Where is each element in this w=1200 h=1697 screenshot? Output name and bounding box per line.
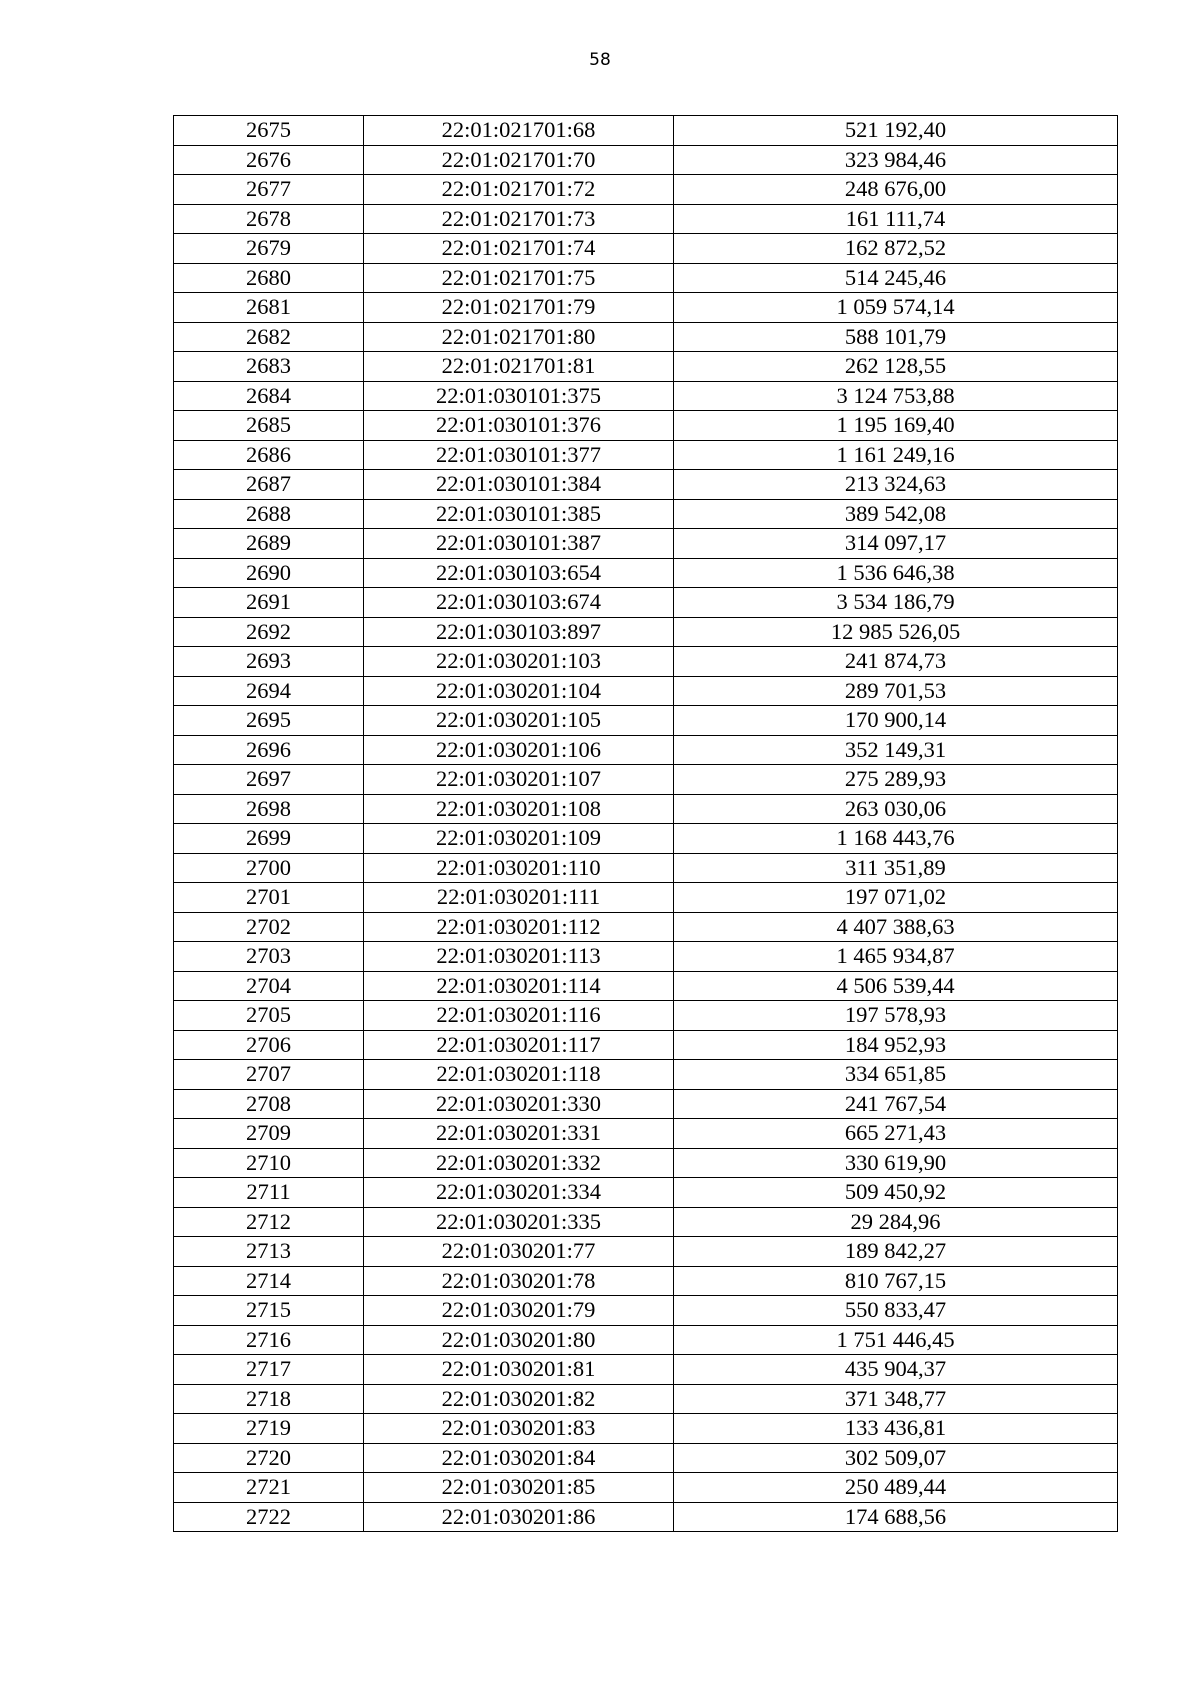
row-number-cell: 2722	[174, 1502, 364, 1532]
table-row	[174, 853, 1118, 883]
value-cell: 521 192,40	[674, 116, 1118, 146]
cadastral-number-cell: 22:01:021701:68	[364, 116, 674, 146]
value-cell: 289 701,53	[674, 676, 1118, 706]
table-row	[174, 1296, 1118, 1326]
value-cell: 189 842,27	[674, 1237, 1118, 1267]
cadastral-number-cell: 22:01:030201:107	[364, 765, 674, 795]
row-number-cell: 2690	[174, 558, 364, 588]
value-cell: 213 324,63	[674, 470, 1118, 500]
cadastral-number-cell: 22:01:030101:376	[364, 411, 674, 441]
value-cell: 810 767,15	[674, 1266, 1118, 1296]
table-row	[174, 588, 1118, 618]
value-cell: 174 688,56	[674, 1502, 1118, 1532]
row-number-cell: 2687	[174, 470, 364, 500]
row-number-cell: 2714	[174, 1266, 364, 1296]
row-number-cell: 2682	[174, 322, 364, 352]
cadastral-number-cell: 22:01:030201:118	[364, 1060, 674, 1090]
value-cell: 262 128,55	[674, 352, 1118, 382]
row-number-cell: 2676	[174, 145, 364, 175]
row-number-cell: 2709	[174, 1119, 364, 1149]
table-row	[174, 1355, 1118, 1385]
cadastral-number-cell: 22:01:030201:103	[364, 647, 674, 677]
table-row	[174, 1414, 1118, 1444]
table-row	[174, 293, 1118, 323]
table-row	[174, 676, 1118, 706]
table-row	[174, 529, 1118, 559]
cadastral-number-cell: 22:01:021701:70	[364, 145, 674, 175]
row-number-cell: 2693	[174, 647, 364, 677]
table-row	[174, 352, 1118, 382]
table-body	[174, 116, 1118, 1532]
value-cell: 314 097,17	[674, 529, 1118, 559]
row-number-cell: 2681	[174, 293, 364, 323]
value-cell: 1 536 646,38	[674, 558, 1118, 588]
cadastral-number-cell: 22:01:030101:377	[364, 440, 674, 470]
value-cell: 3 124 753,88	[674, 381, 1118, 411]
table-row	[174, 1443, 1118, 1473]
value-cell: 1 168 443,76	[674, 824, 1118, 854]
value-cell: 323 984,46	[674, 145, 1118, 175]
row-number-cell: 2689	[174, 529, 364, 559]
cadastral-number-cell: 22:01:030201:106	[364, 735, 674, 765]
value-cell: 161 111,74	[674, 204, 1118, 234]
cadastral-number-cell: 22:01:030201:110	[364, 853, 674, 883]
cadastral-number-cell: 22:01:030201:335	[364, 1207, 674, 1237]
cadastral-number-cell: 22:01:030201:117	[364, 1030, 674, 1060]
row-number-cell: 2707	[174, 1060, 364, 1090]
row-number-cell: 2705	[174, 1001, 364, 1031]
row-number-cell: 2679	[174, 234, 364, 264]
value-cell: 371 348,77	[674, 1384, 1118, 1414]
table-row	[174, 175, 1118, 205]
table-row	[174, 1473, 1118, 1503]
cadastral-number-cell: 22:01:030201:77	[364, 1237, 674, 1267]
value-cell: 509 450,92	[674, 1178, 1118, 1208]
row-number-cell: 2715	[174, 1296, 364, 1326]
table-row	[174, 204, 1118, 234]
cadastral-number-cell: 22:01:030201:78	[364, 1266, 674, 1296]
cadastral-number-cell: 22:01:021701:79	[364, 293, 674, 323]
table-row	[174, 322, 1118, 352]
table-row	[174, 735, 1118, 765]
row-number-cell: 2677	[174, 175, 364, 205]
cadastral-number-cell: 22:01:030201:334	[364, 1178, 674, 1208]
table-row	[174, 912, 1118, 942]
cadastral-number-cell: 22:01:030201:83	[364, 1414, 674, 1444]
table-row	[174, 1148, 1118, 1178]
row-number-cell: 2720	[174, 1443, 364, 1473]
row-number-cell: 2695	[174, 706, 364, 736]
cadastral-number-cell: 22:01:030101:375	[364, 381, 674, 411]
cadastral-number-cell: 22:01:030201:80	[364, 1325, 674, 1355]
value-cell: 197 071,02	[674, 883, 1118, 913]
table-row	[174, 1060, 1118, 1090]
value-cell: 4 506 539,44	[674, 971, 1118, 1001]
row-number-cell: 2688	[174, 499, 364, 529]
cadastral-number-cell: 22:01:030201:109	[364, 824, 674, 854]
cadastral-number-cell: 22:01:030201:112	[364, 912, 674, 942]
value-cell: 389 542,08	[674, 499, 1118, 529]
row-number-cell: 2721	[174, 1473, 364, 1503]
value-cell: 514 245,46	[674, 263, 1118, 293]
value-cell: 263 030,06	[674, 794, 1118, 824]
cadastral-number-cell: 22:01:021701:81	[364, 352, 674, 382]
table-row	[174, 1237, 1118, 1267]
cadastral-number-cell: 22:01:030201:332	[364, 1148, 674, 1178]
table-row	[174, 942, 1118, 972]
row-number-cell: 2696	[174, 735, 364, 765]
row-number-cell: 2684	[174, 381, 364, 411]
value-cell: 12 985 526,05	[674, 617, 1118, 647]
cadastral-number-cell: 22:01:030201:81	[364, 1355, 674, 1385]
row-number-cell: 2699	[174, 824, 364, 854]
row-number-cell: 2685	[174, 411, 364, 441]
table-row	[174, 116, 1118, 146]
table-row	[174, 1178, 1118, 1208]
value-cell: 133 436,81	[674, 1414, 1118, 1444]
cadastral-number-cell: 22:01:021701:72	[364, 175, 674, 205]
row-number-cell: 2710	[174, 1148, 364, 1178]
row-number-cell: 2686	[174, 440, 364, 470]
cadastral-number-cell: 22:01:030201:82	[364, 1384, 674, 1414]
table-row	[174, 145, 1118, 175]
cadastral-number-cell: 22:01:021701:75	[364, 263, 674, 293]
table-row	[174, 617, 1118, 647]
value-cell: 550 833,47	[674, 1296, 1118, 1326]
row-number-cell: 2680	[174, 263, 364, 293]
row-number-cell: 2717	[174, 1355, 364, 1385]
cadastral-number-cell: 22:01:030103:654	[364, 558, 674, 588]
value-cell: 184 952,93	[674, 1030, 1118, 1060]
table-row	[174, 971, 1118, 1001]
value-cell: 302 509,07	[674, 1443, 1118, 1473]
row-number-cell: 2678	[174, 204, 364, 234]
value-cell: 29 284,96	[674, 1207, 1118, 1237]
cadastral-number-cell: 22:01:021701:73	[364, 204, 674, 234]
row-number-cell: 2711	[174, 1178, 364, 1208]
table-row	[174, 440, 1118, 470]
table-row	[174, 824, 1118, 854]
row-number-cell: 2701	[174, 883, 364, 913]
value-cell: 162 872,52	[674, 234, 1118, 264]
cadastral-number-cell: 22:01:030101:384	[364, 470, 674, 500]
page-number: 58	[589, 50, 611, 70]
row-number-cell: 2713	[174, 1237, 364, 1267]
value-cell: 665 271,43	[674, 1119, 1118, 1149]
row-number-cell: 2691	[174, 588, 364, 618]
value-cell: 248 676,00	[674, 175, 1118, 205]
row-number-cell: 2675	[174, 116, 364, 146]
data-table	[173, 115, 1118, 1532]
cadastral-number-cell: 22:01:021701:80	[364, 322, 674, 352]
row-number-cell: 2694	[174, 676, 364, 706]
cadastral-number-cell: 22:01:030201:79	[364, 1296, 674, 1326]
table-row	[174, 263, 1118, 293]
cadastral-number-cell: 22:01:030101:387	[364, 529, 674, 559]
value-cell: 3 534 186,79	[674, 588, 1118, 618]
value-cell: 250 489,44	[674, 1473, 1118, 1503]
row-number-cell: 2718	[174, 1384, 364, 1414]
value-cell: 352 149,31	[674, 735, 1118, 765]
table-row	[174, 470, 1118, 500]
row-number-cell: 2703	[174, 942, 364, 972]
value-cell: 334 651,85	[674, 1060, 1118, 1090]
table-row	[174, 499, 1118, 529]
row-number-cell: 2704	[174, 971, 364, 1001]
value-cell: 275 289,93	[674, 765, 1118, 795]
table-row	[174, 1001, 1118, 1031]
value-cell: 588 101,79	[674, 322, 1118, 352]
value-cell: 1 161 249,16	[674, 440, 1118, 470]
cadastral-number-cell: 22:01:030103:674	[364, 588, 674, 618]
table-row	[174, 706, 1118, 736]
table-row	[174, 883, 1118, 913]
value-cell: 241 767,54	[674, 1089, 1118, 1119]
value-cell: 1 465 934,87	[674, 942, 1118, 972]
table-row	[174, 1384, 1118, 1414]
table-row	[174, 558, 1118, 588]
value-cell: 197 578,93	[674, 1001, 1118, 1031]
cadastral-number-cell: 22:01:030103:897	[364, 617, 674, 647]
cadastral-number-cell: 22:01:030201:105	[364, 706, 674, 736]
table-row	[174, 1502, 1118, 1532]
table-row	[174, 381, 1118, 411]
table-row	[174, 1089, 1118, 1119]
table-row	[174, 411, 1118, 441]
value-cell: 4 407 388,63	[674, 912, 1118, 942]
value-cell: 170 900,14	[674, 706, 1118, 736]
cadastral-number-cell: 22:01:030201:111	[364, 883, 674, 913]
table-row	[174, 765, 1118, 795]
cadastral-number-cell: 22:01:030101:385	[364, 499, 674, 529]
value-cell: 311 351,89	[674, 853, 1118, 883]
row-number-cell: 2697	[174, 765, 364, 795]
cadastral-number-cell: 22:01:030201:331	[364, 1119, 674, 1149]
row-number-cell: 2712	[174, 1207, 364, 1237]
cadastral-number-cell: 22:01:030201:330	[364, 1089, 674, 1119]
value-cell: 330 619,90	[674, 1148, 1118, 1178]
table-row	[174, 1119, 1118, 1149]
value-cell: 1 751 446,45	[674, 1325, 1118, 1355]
table-row	[174, 1030, 1118, 1060]
table-row	[174, 647, 1118, 677]
row-number-cell: 2683	[174, 352, 364, 382]
row-number-cell: 2716	[174, 1325, 364, 1355]
value-cell: 1 059 574,14	[674, 293, 1118, 323]
row-number-cell: 2698	[174, 794, 364, 824]
table-row	[174, 1266, 1118, 1296]
value-cell: 435 904,37	[674, 1355, 1118, 1385]
cadastral-number-cell: 22:01:030201:108	[364, 794, 674, 824]
row-number-cell: 2719	[174, 1414, 364, 1444]
cadastral-number-cell: 22:01:030201:116	[364, 1001, 674, 1031]
cadastral-number-cell: 22:01:021701:74	[364, 234, 674, 264]
cadastral-number-cell: 22:01:030201:114	[364, 971, 674, 1001]
cadastral-number-cell: 22:01:030201:113	[364, 942, 674, 972]
value-cell: 241 874,73	[674, 647, 1118, 677]
value-cell: 1 195 169,40	[674, 411, 1118, 441]
cadastral-number-cell: 22:01:030201:86	[364, 1502, 674, 1532]
table-row	[174, 1325, 1118, 1355]
table-row	[174, 234, 1118, 264]
row-number-cell: 2702	[174, 912, 364, 942]
cadastral-number-cell: 22:01:030201:104	[364, 676, 674, 706]
cadastral-number-cell: 22:01:030201:84	[364, 1443, 674, 1473]
row-number-cell: 2706	[174, 1030, 364, 1060]
cadastral-number-cell: 22:01:030201:85	[364, 1473, 674, 1503]
row-number-cell: 2700	[174, 853, 364, 883]
row-number-cell: 2708	[174, 1089, 364, 1119]
row-number-cell: 2692	[174, 617, 364, 647]
table-row	[174, 794, 1118, 824]
table-row	[174, 1207, 1118, 1237]
